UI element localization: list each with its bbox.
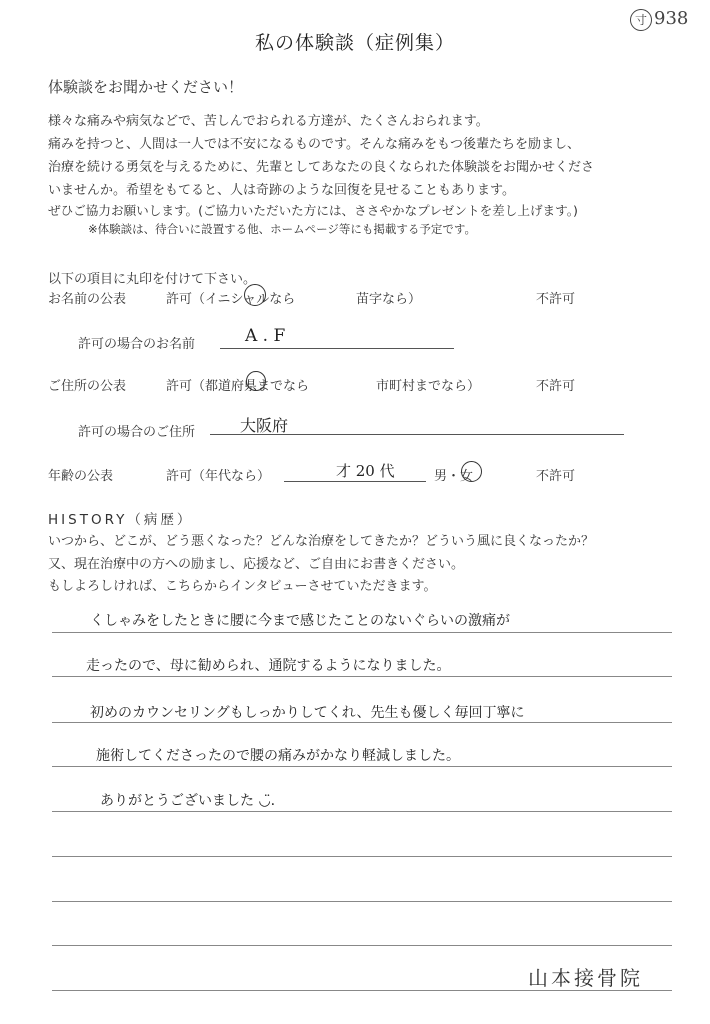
file-number-stamp bbox=[630, 8, 688, 31]
stamp-number: 938 bbox=[654, 8, 689, 29]
history-prompt-line: 又、現在治療中の方への励まし、応援など、ご自由にお書きください。 bbox=[48, 557, 465, 572]
intro-line: 様々な痛みや病気などで、苦しんでおられる方達が、たくさんおられます。 bbox=[48, 114, 489, 129]
clinic-name: 山本接骨院 bbox=[528, 966, 643, 990]
writing-line bbox=[52, 632, 672, 633]
selection-circle bbox=[246, 371, 266, 391]
address-option-city[interactable]: 市町村までなら） bbox=[376, 379, 481, 394]
writing-line bbox=[52, 945, 672, 946]
writing-line bbox=[52, 766, 672, 767]
history-title: HISTORY（病歴） bbox=[48, 512, 194, 528]
intro-line: 痛みを持つと、人間は一人では不安になるものです。そんな痛みをもつ後輩たちを励まし、 bbox=[48, 137, 580, 152]
name-option-surname[interactable]: 苗字なら） bbox=[356, 292, 422, 307]
writing-line bbox=[52, 811, 672, 812]
name-field-label: 許可の場合のお名前 bbox=[78, 337, 196, 352]
address-field-value[interactable]: 大阪府 bbox=[240, 416, 289, 435]
address-option-deny[interactable]: 不許可 bbox=[536, 379, 576, 394]
name-field-underline bbox=[220, 348, 454, 349]
age-field-value[interactable]: 才 20 代 bbox=[336, 462, 395, 480]
name-disclosure-label: お名前の公表 bbox=[48, 292, 127, 307]
history-prompt-line: いつから、どこが、どう悪くなった？どんな治療をしてきたか？どういう風に良くなったか？ bbox=[48, 534, 595, 549]
address-option-prefecture[interactable]: 許可（都道府県までなら bbox=[166, 379, 310, 394]
address-field-underline bbox=[210, 434, 624, 435]
name-option-deny[interactable]: 不許可 bbox=[536, 292, 576, 307]
writing-line bbox=[52, 676, 672, 677]
name-field-value[interactable]: A . F bbox=[245, 326, 286, 346]
intro-line: 治療を続ける勇気を与えるために、先輩としてあなたの良くなられた体験談をお聞かせくださ bbox=[48, 160, 595, 175]
selection-circle bbox=[244, 284, 266, 306]
story-line: くしゃみをしたときに腰に今まで感じたことのないぐらいの激痛が bbox=[90, 613, 510, 629]
address-disclosure-label: ご住所の公表 bbox=[48, 379, 127, 394]
selection-circle bbox=[461, 461, 482, 482]
age-disclosure-label: 年齢の公表 bbox=[48, 469, 114, 484]
age-option-decade[interactable]: 許可（年代なら） bbox=[166, 469, 271, 484]
story-line: 初めのカウンセリングもしっかりしてくれ、先生も優しく毎回丁寧に bbox=[90, 705, 525, 721]
writing-line bbox=[52, 901, 672, 902]
address-field-label: 許可の場合のご住所 bbox=[78, 425, 196, 440]
writing-line bbox=[52, 722, 672, 723]
section-heading: 体験談をお聞かせください！ bbox=[48, 78, 244, 96]
intro-line: いませんか。希望をもてると、人は奇跡のような回復を見せることもあります。 bbox=[48, 183, 515, 198]
name-option-initials[interactable]: 許可（イニシャルなら bbox=[166, 292, 296, 307]
stamp-circled-char: 寸 bbox=[630, 9, 652, 31]
page-title: 私の体験談（症例集） bbox=[254, 32, 455, 54]
story-line: ありがとうございました ◡̈. bbox=[100, 793, 276, 809]
age-field-underline bbox=[284, 481, 426, 482]
gender-option[interactable]: 男・女 bbox=[434, 469, 474, 484]
writing-line bbox=[52, 856, 672, 857]
story-line: 施術してくださったので腰の痛みがかなり軽減しました。 bbox=[96, 748, 460, 764]
instruction-text: 以下の項目に丸印を付けて下さい。 bbox=[48, 272, 257, 287]
notice-text: ※体験談は、待合いに設置する他、ホームページ等にも掲載する予定です。 bbox=[88, 222, 476, 236]
intro-line: ぜひご協力お願いします。(ご協力いただいた方には、ささやかなプレゼントを差し上げます。) bbox=[48, 203, 578, 218]
story-line: 走ったので、母に勧められ、通院するようになりました。 bbox=[86, 658, 451, 674]
age-option-deny[interactable]: 不許可 bbox=[536, 469, 576, 484]
history-prompt-line: もしよろしければ、こちらからインタビューさせていただきます。 bbox=[48, 579, 437, 594]
